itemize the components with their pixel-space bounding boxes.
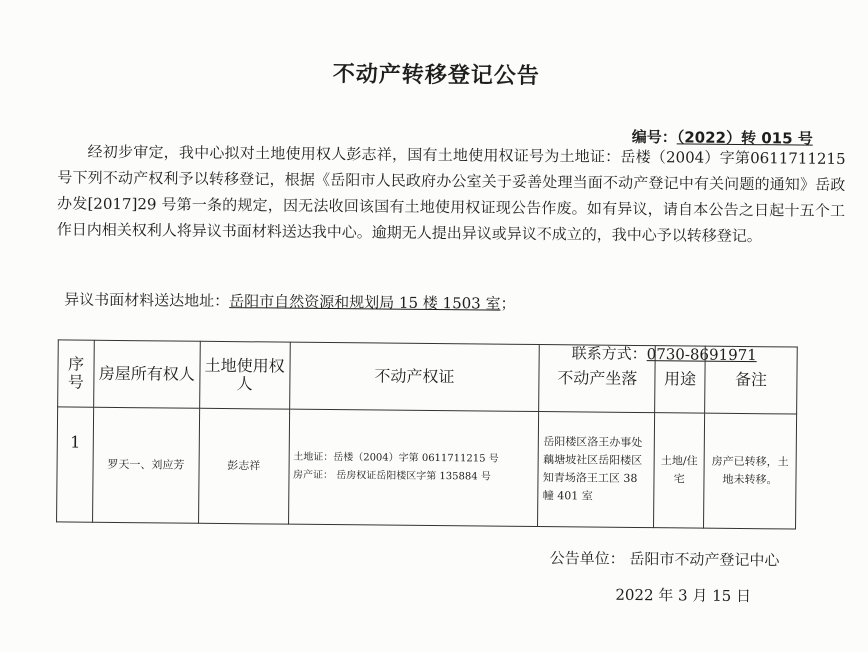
notice-number-value: （2022）转 015 号	[676, 128, 813, 148]
notice-body: 经初步审定，我中心拟对土地使用权人彭志祥，国有土地使用权证号为土地证：岳楼（2004）字第0611711215 号下列不动产权利予以转移登记，根据《岳阳市人民政府办公室关于妥善处理当面不动产登记中有关问题的通知》岳政办发[2017]29 号第一条的规定，因无法收回该国有土地使用权证现公告作废。如有异议，请自本公告之日起十五个工作日内相关权利人将异议书面材料送达我中心。逾期无人提出异议或异议不成立的，我中心予以转移登记。	[56, 142, 846, 246]
contact-value: 0730-8691971	[646, 345, 757, 365]
cell-location: 岳阳楼区洛王办事处藕塘坡社区岳阳楼区知青场洛王工区 38 幢 401 室	[538, 412, 655, 528]
contact-label: 联系方式：	[571, 344, 647, 364]
header-location: 不动产坐落	[539, 345, 655, 413]
registration-table	[56, 339, 798, 529]
table-row	[57, 407, 797, 529]
cell-usage: 土地/住宅	[654, 413, 705, 528]
header-remark: 备注	[705, 346, 798, 414]
address-value: 岳阳市自然资源和规划局 15 楼 1503 室	[229, 292, 501, 313]
header-owner: 房屋所有权人	[94, 340, 200, 408]
cell-index: 1	[57, 407, 94, 522]
cert-house: 房产证： 岳房权证岳阳楼区字第 135884 号	[293, 469, 491, 483]
page-title: 不动产转移登记公告	[332, 62, 540, 90]
address-label: 异议书面材料送达地址：	[64, 290, 230, 311]
address-suffix: ；	[500, 294, 516, 313]
notice-number-label: 编号：	[631, 127, 677, 147]
header-index: 序号	[58, 340, 95, 407]
objection-address	[64, 288, 516, 313]
header-certificate: 不动产权证	[289, 342, 540, 411]
header-land-user: 土地使用权人	[199, 341, 289, 409]
cell-remark: 房产已转移，土地未转移。	[704, 413, 797, 529]
header-usage: 用途	[655, 346, 706, 413]
issuing-organization: 公告单位： 岳阳市不动产登记中心	[549, 549, 780, 570]
table-header-row	[58, 340, 798, 414]
cell-owner: 罗天一、刘应芳	[93, 407, 200, 523]
cert-land: 土地证：岳楼（2004）字第 0611711215 号	[293, 451, 499, 465]
cell-certificate	[288, 409, 539, 526]
cell-land-user: 彭志祥	[198, 408, 289, 524]
issue-date: 2022 年 3 月 15 日	[615, 585, 752, 606]
